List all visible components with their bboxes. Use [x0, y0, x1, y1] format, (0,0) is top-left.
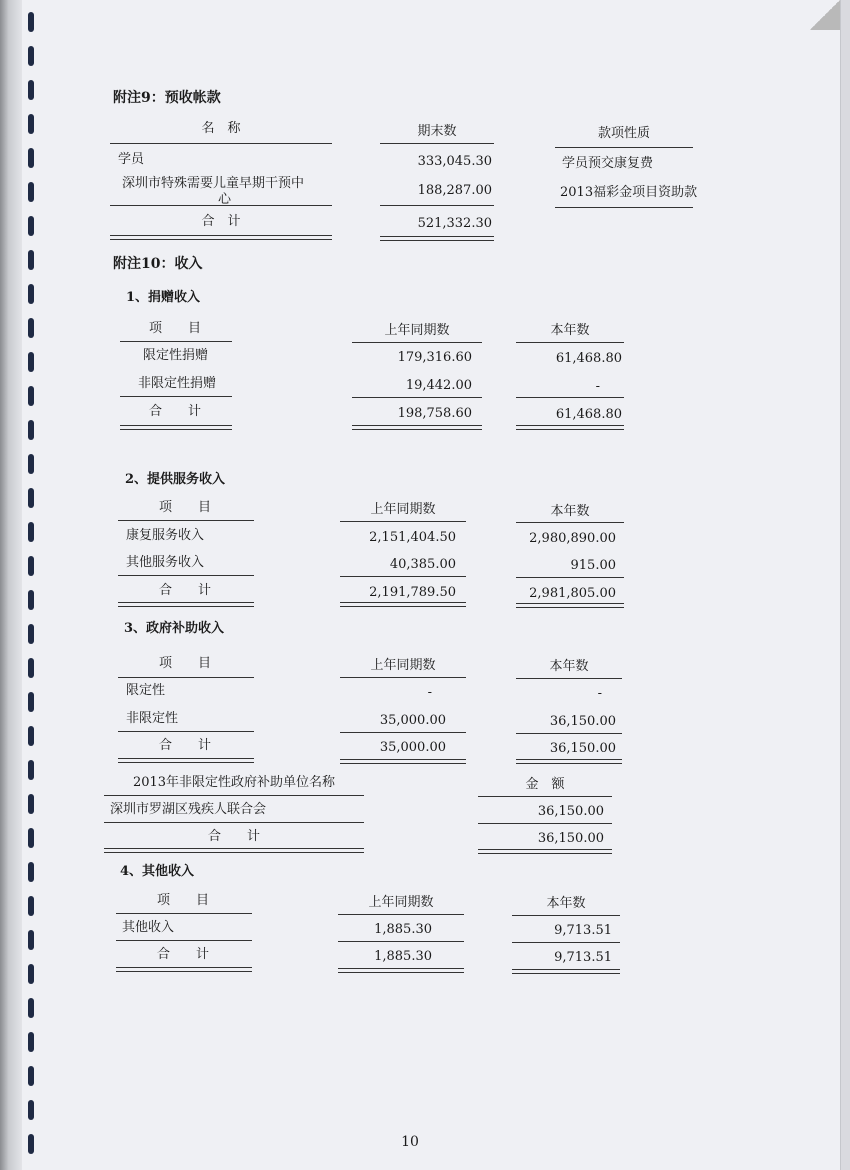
- rule: [118, 575, 254, 576]
- binding-hole: [28, 352, 34, 372]
- binding-hole: [28, 862, 34, 882]
- binding-hole: [28, 46, 34, 66]
- service-row2-curr: 915.00: [570, 558, 616, 573]
- double-rule: [516, 425, 624, 430]
- subsidy-row2-item: 非限定性: [126, 711, 179, 726]
- note9-total-amount: 521,332.30: [417, 216, 492, 231]
- other-row1-prev: 1,885.30: [374, 922, 432, 937]
- rule: [110, 143, 332, 144]
- donation-row1-curr: 61,468.80: [555, 351, 622, 366]
- binding-hole: [28, 760, 34, 780]
- subsidy-row1-prev: -: [427, 685, 432, 700]
- double-rule: [340, 759, 466, 764]
- subsidy-title: 3、政府补助收入: [124, 621, 225, 636]
- donation-row2-item: 非限定性捐赠: [138, 376, 217, 391]
- binding-hole: [28, 794, 34, 814]
- donation-row1-item: 限定性捐赠: [143, 348, 209, 363]
- rule: [104, 795, 364, 796]
- subsidy-row2-curr: 36,150.00: [549, 714, 616, 729]
- double-rule: [118, 758, 254, 763]
- rule: [352, 342, 482, 343]
- rule: [110, 205, 332, 206]
- service-row1-prev: 2,151,404.50: [369, 530, 456, 545]
- note9-row2-name-line1: 深圳市特殊需要儿童早期干预中: [122, 176, 305, 191]
- other-total-item: 合 计: [156, 947, 209, 962]
- binding-hole: [28, 182, 34, 202]
- rule: [340, 576, 466, 577]
- binding-hole: [28, 148, 34, 168]
- note9-total-label: 合 计: [201, 214, 241, 229]
- binding-hole: [28, 454, 34, 474]
- double-rule: [104, 848, 364, 853]
- binding-hole: [28, 1032, 34, 1052]
- note9-header-amount: 期末数: [417, 124, 457, 139]
- binding-hole: [28, 284, 34, 304]
- rule: [116, 913, 252, 914]
- donation-header-prev: 上年同期数: [384, 323, 450, 338]
- service-header-curr: 本年数: [550, 504, 590, 519]
- binding-hole: [28, 658, 34, 678]
- binding-hole: [28, 216, 34, 236]
- binding-hole: [28, 624, 34, 644]
- subsidy-total-curr: 36,150.00: [549, 741, 616, 756]
- other-total-curr: 9,713.51: [554, 950, 612, 965]
- binding-hole: [28, 12, 34, 32]
- subsidy-header-prev: 上年同期数: [370, 658, 436, 673]
- other-header-prev: 上年同期数: [368, 895, 434, 910]
- double-rule: [110, 235, 332, 240]
- binding-hole: [28, 318, 34, 338]
- binding-hole: [28, 726, 34, 746]
- service-row2-prev: 40,385.00: [389, 557, 456, 572]
- rule: [555, 147, 693, 148]
- rule: [104, 822, 364, 823]
- rule: [512, 915, 620, 916]
- double-rule: [516, 759, 622, 764]
- double-rule: [516, 603, 624, 608]
- rule: [340, 677, 466, 678]
- rule: [516, 522, 624, 523]
- binding-hole: [28, 896, 34, 916]
- rule: [516, 678, 622, 679]
- binding-hole: [28, 386, 34, 406]
- double-rule: [380, 236, 494, 241]
- rule: [516, 397, 624, 398]
- binding-hole: [28, 250, 34, 270]
- donation-total-prev: 198,758.60: [397, 406, 472, 421]
- subsidy-unit-row1-amount: 36,150.00: [537, 804, 604, 819]
- page-corner-fold: [810, 0, 840, 30]
- donation-row2-curr: -: [595, 379, 600, 394]
- service-title: 2、提供服务收入: [125, 472, 226, 487]
- rule: [120, 396, 232, 397]
- note9-row2-nature: 2013福彩金项目资助款: [560, 185, 698, 200]
- binding-hole: [28, 488, 34, 508]
- donation-header-item: 项 目: [148, 321, 201, 336]
- service-row2-item: 其他服务收入: [126, 555, 205, 570]
- double-rule: [352, 425, 482, 430]
- subsidy-total-prev: 35,000.00: [379, 740, 446, 755]
- subsidy-unit-total-name: 合 计: [207, 829, 260, 844]
- service-header-prev: 上年同期数: [370, 502, 436, 517]
- double-rule: [512, 969, 620, 974]
- rule: [512, 942, 620, 943]
- rule: [380, 205, 494, 206]
- binding-hole: [28, 964, 34, 984]
- subsidy-unit-header-amount: 金 额: [525, 777, 565, 792]
- subsidy-row2-prev: 35,000.00: [379, 713, 446, 728]
- rule: [478, 823, 612, 824]
- donation-title: 1、捐赠收入: [126, 290, 201, 305]
- double-rule: [118, 602, 254, 607]
- donation-header-curr: 本年数: [550, 323, 590, 338]
- subsidy-header-curr: 本年数: [549, 659, 589, 674]
- donation-total-curr: 61,468.80: [555, 407, 622, 422]
- note10-title: 附注10：收入: [113, 256, 203, 272]
- page-number: 10: [401, 1134, 419, 1150]
- donation-row2-prev: 19,442.00: [405, 378, 472, 393]
- subsidy-unit-row1-name: 深圳市罗湖区残疾人联合会: [110, 802, 267, 817]
- subsidy-unit-total-amount: 36,150.00: [537, 831, 604, 846]
- other-total-prev: 1,885.30: [374, 949, 432, 964]
- rule: [380, 143, 494, 144]
- rule: [118, 520, 254, 521]
- note9-row1-name: 学员: [118, 152, 145, 167]
- donation-row1-prev: 179,316.60: [397, 350, 472, 365]
- rule: [340, 521, 466, 522]
- other-header-curr: 本年数: [546, 896, 586, 911]
- subsidy-header-item: 项 目: [158, 656, 211, 671]
- binding-hole: [28, 114, 34, 134]
- rule: [338, 941, 464, 942]
- binding-hole: [28, 828, 34, 848]
- rule: [116, 940, 252, 941]
- rule: [352, 397, 482, 398]
- double-rule: [338, 968, 464, 973]
- service-header-item: 项 目: [158, 500, 211, 515]
- subsidy-row1-item: 限定性: [126, 683, 166, 698]
- rule: [516, 733, 622, 734]
- subsidy-unit-header-name: 2013年非限定性政府补助单位名称: [132, 775, 336, 790]
- other-row1-curr: 9,713.51: [554, 923, 612, 938]
- service-row1-curr: 2,980,890.00: [529, 531, 616, 546]
- rule: [516, 577, 624, 578]
- binding-hole: [28, 522, 34, 542]
- note9-title: 附注9：预收帐款: [113, 90, 221, 106]
- binding-hole: [28, 998, 34, 1018]
- rule: [555, 207, 693, 208]
- service-row1-item: 康复服务收入: [126, 528, 205, 543]
- rule: [338, 914, 464, 915]
- binding-hole: [28, 930, 34, 950]
- binding-hole: [28, 1066, 34, 1086]
- donation-total-item: 合 计: [148, 404, 201, 419]
- binding-hole: [28, 1100, 34, 1120]
- double-rule: [478, 849, 612, 854]
- rule: [478, 796, 612, 797]
- other-header-item: 项 目: [156, 893, 209, 908]
- rule: [118, 731, 254, 732]
- binding-hole: [28, 556, 34, 576]
- subsidy-row1-curr: -: [597, 686, 602, 701]
- binding-hole: [28, 590, 34, 610]
- double-rule: [116, 967, 252, 972]
- rule: [516, 342, 624, 343]
- binding-hole: [28, 80, 34, 100]
- rule: [118, 677, 254, 678]
- binding-hole: [28, 420, 34, 440]
- service-total-prev: 2,191,789.50: [369, 585, 456, 600]
- other-title: 4、其他收入: [120, 864, 195, 879]
- other-row1-item: 其他收入: [122, 920, 175, 935]
- service-total-curr: 2,981,805.00: [529, 586, 616, 601]
- note9-row1-amount: 333,045.30: [417, 154, 492, 169]
- note9-row2-amount: 188,287.00: [417, 183, 492, 198]
- note9-header-nature: 款项性质: [597, 126, 650, 141]
- double-rule: [340, 602, 466, 607]
- rule: [340, 732, 466, 733]
- note9-row2-name-line2: 心: [218, 192, 232, 207]
- binding-hole: [28, 692, 34, 712]
- note9-header-name: 名 称: [201, 121, 241, 136]
- binding-edge: [0, 0, 22, 1170]
- subsidy-total-item: 合 计: [158, 738, 211, 753]
- rule: [120, 341, 232, 342]
- binding-hole: [28, 1134, 34, 1154]
- double-rule: [120, 425, 232, 430]
- note9-row1-nature: 学员预交康复费: [562, 156, 654, 171]
- service-total-item: 合 计: [158, 583, 211, 598]
